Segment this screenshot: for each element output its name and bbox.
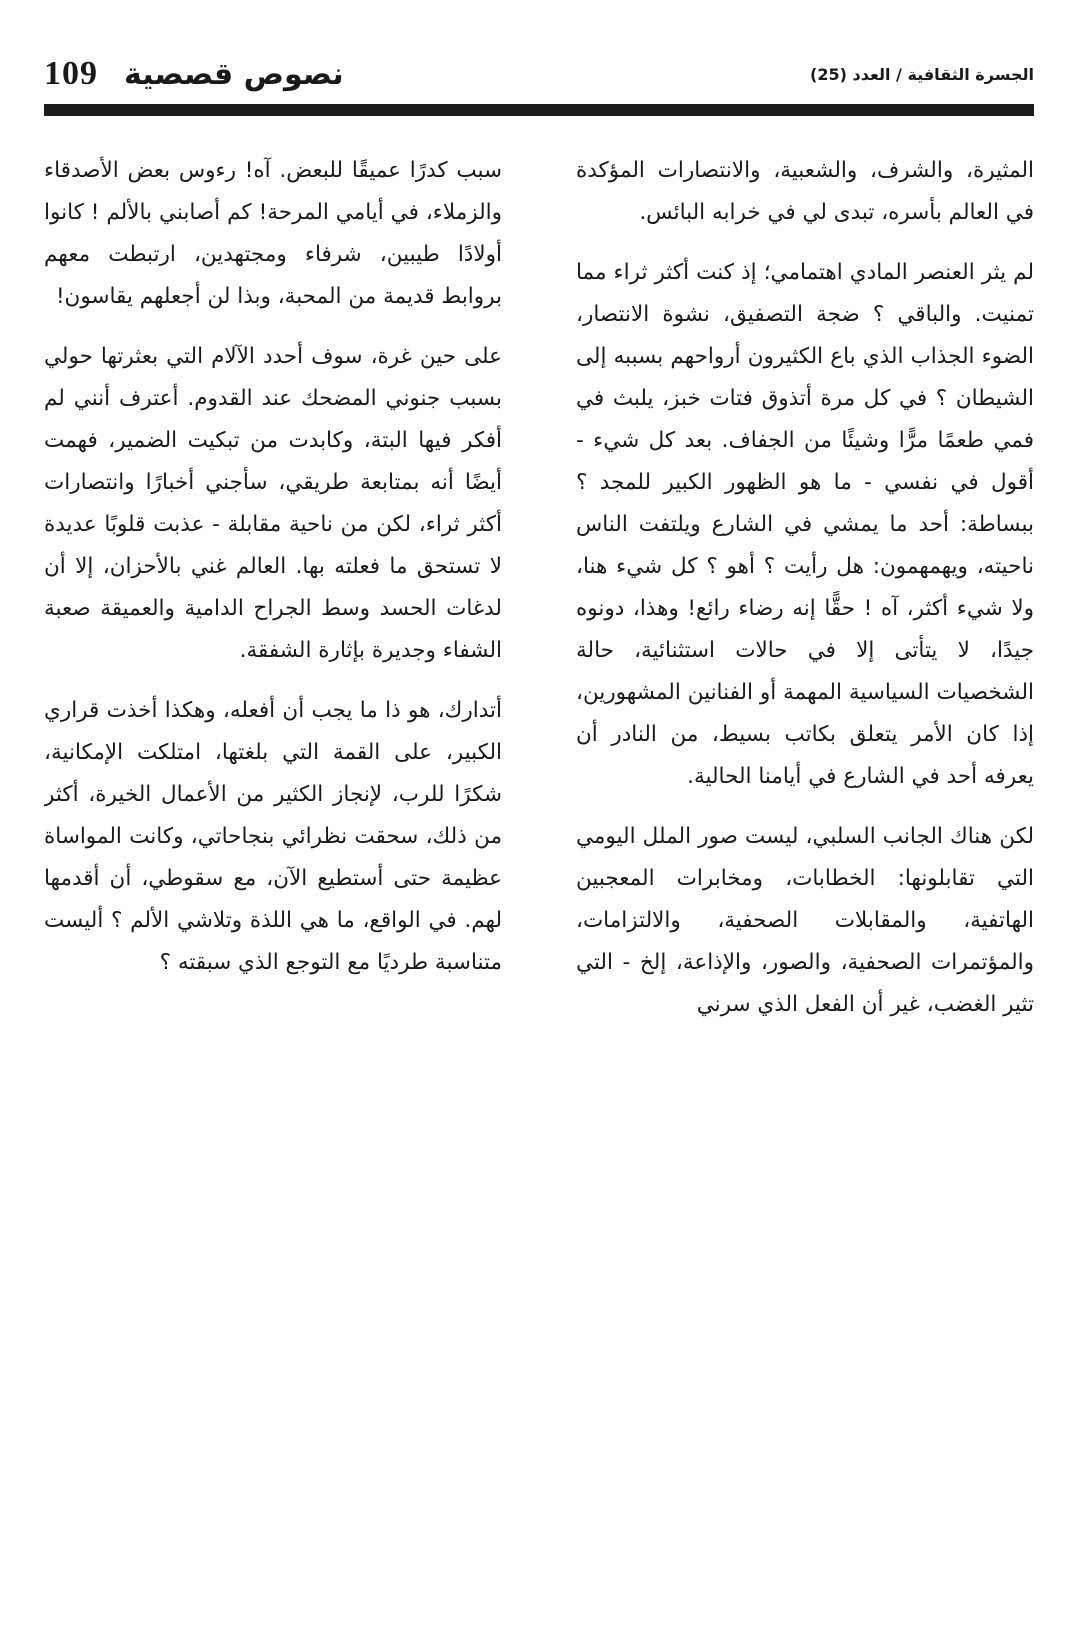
journal-issue: الجسرة الثقافية / العدد (25)	[810, 64, 1034, 84]
page-number: 109	[44, 55, 98, 92]
paragraph: لكن هناك الجانب السلبي، ليست صور الملل اليومي التي تقابلونها: الخطابات، ومخابرات المعجبين الهاتفية، والمقابلات الصحفية، والالتزامات، والمؤتمرات الصحفية، والصور، والإذاعة، إلخ - التي تثير الغضب، غير أن الفعل الذي سرني	[576, 824, 1034, 1017]
paragraph: لم يثر العنصر المادي اهتمامي؛ إذ كنت أكثر ثراء مما تمنيت. والباقي ؟ ضجة التصفيق، نشوة الانتصار، الضوء الجذاب الذي باع الكثيرون أرواحهم بسببه إلى الشيطان ؟ في كل مرة أتذوق فتات خبز، يلبث في فمي طعمًا مرًّا وشيئًا من الجفاف. بعد كل شيء - أقول في نفسي - ما هو الظهور الكبير للمجد ؟ ببساطة: أحد ما يمشي في الشارع ويلتفت الناس ناحيته، ويهمهمون: هل رأيت ؟ أهو ؟ كل شيء هنا، ولا شيء أكثر، آه ! حقًّا إنه رضاء رائع! وهذا، دونوه جيدًا، لا يتأتى إلا في حالات استثنائية، حالة الشخصيات السياسية المهمة أو الفنانين المشهورين، إذا كان الأمر يتعلق بكاتب بسيط، من النادر أن يعرفه أحد في الشارع في أيامنا الحالية.	[576, 260, 1034, 789]
right-column	[576, 150, 1034, 1630]
paragraph: المثيرة، والشرف، والشعبية، والانتصارات المؤكدة في العالم بأسره، تبدى لي في خرابه البائس.	[576, 158, 1034, 225]
page-header	[44, 52, 1034, 96]
header-left-group	[44, 55, 344, 93]
paragraph: أتدارك، هو ذا ما يجب أن أفعله، وهكذا أخذت قراري الكبير، على القمة التي بلغتها، امتلكت الإمكانية، شكرًا للرب، لإنجاز الكثير من الأعمال الخيرة، أكثر من ذلك، سحقت نظرائي بنجاحاتي، وكانت المواساة عظيمة حتى أستطيع الآن، مع سقوطي، أن أقدمها لهم. في الواقع، ما هي اللذة وتلاشي الألم ؟ أليست متناسبة طرديًا مع التوجع الذي سبقته ؟	[44, 698, 502, 975]
header-rule	[44, 104, 1034, 116]
section-title: نصوص قصصية	[124, 56, 344, 92]
left-column	[44, 150, 502, 1630]
paragraph: سبب كدرًا عميقًا للبعض. آه! رءوس بعض الأصدقاء والزملاء، في أيامي المرحة! كم أصابني بالألم ! كانوا أولادًا طيبين، شرفاء ومجتهدين، ارتبطت معهم بروابط قديمة من المحبة، وبذا لن أجعلهم يقاسون!	[44, 158, 502, 309]
paragraph: على حين غرة، سوف أحدد الآلام التي بعثرتها حولي بسبب جنوني المضحك عند القدوم. أعترف أنني لم أفكر فيها البتة، وكابدت من تبكيت الضمير، فهمت أيضًا أنه بمتابعة طريقي، سأجني أخبارًا وانتصارات أكثر ثراء، لكن من ناحية مقابلة - عذبت قلوبًا عديدة لا تستحق ما فعلته بها. العالم غني بالأحزان، إلا أن لدغات الحسد وسط الجراح الدامية والعميقة صعبة الشفاء وجديرة بإثارة الشفقة.	[44, 344, 502, 663]
